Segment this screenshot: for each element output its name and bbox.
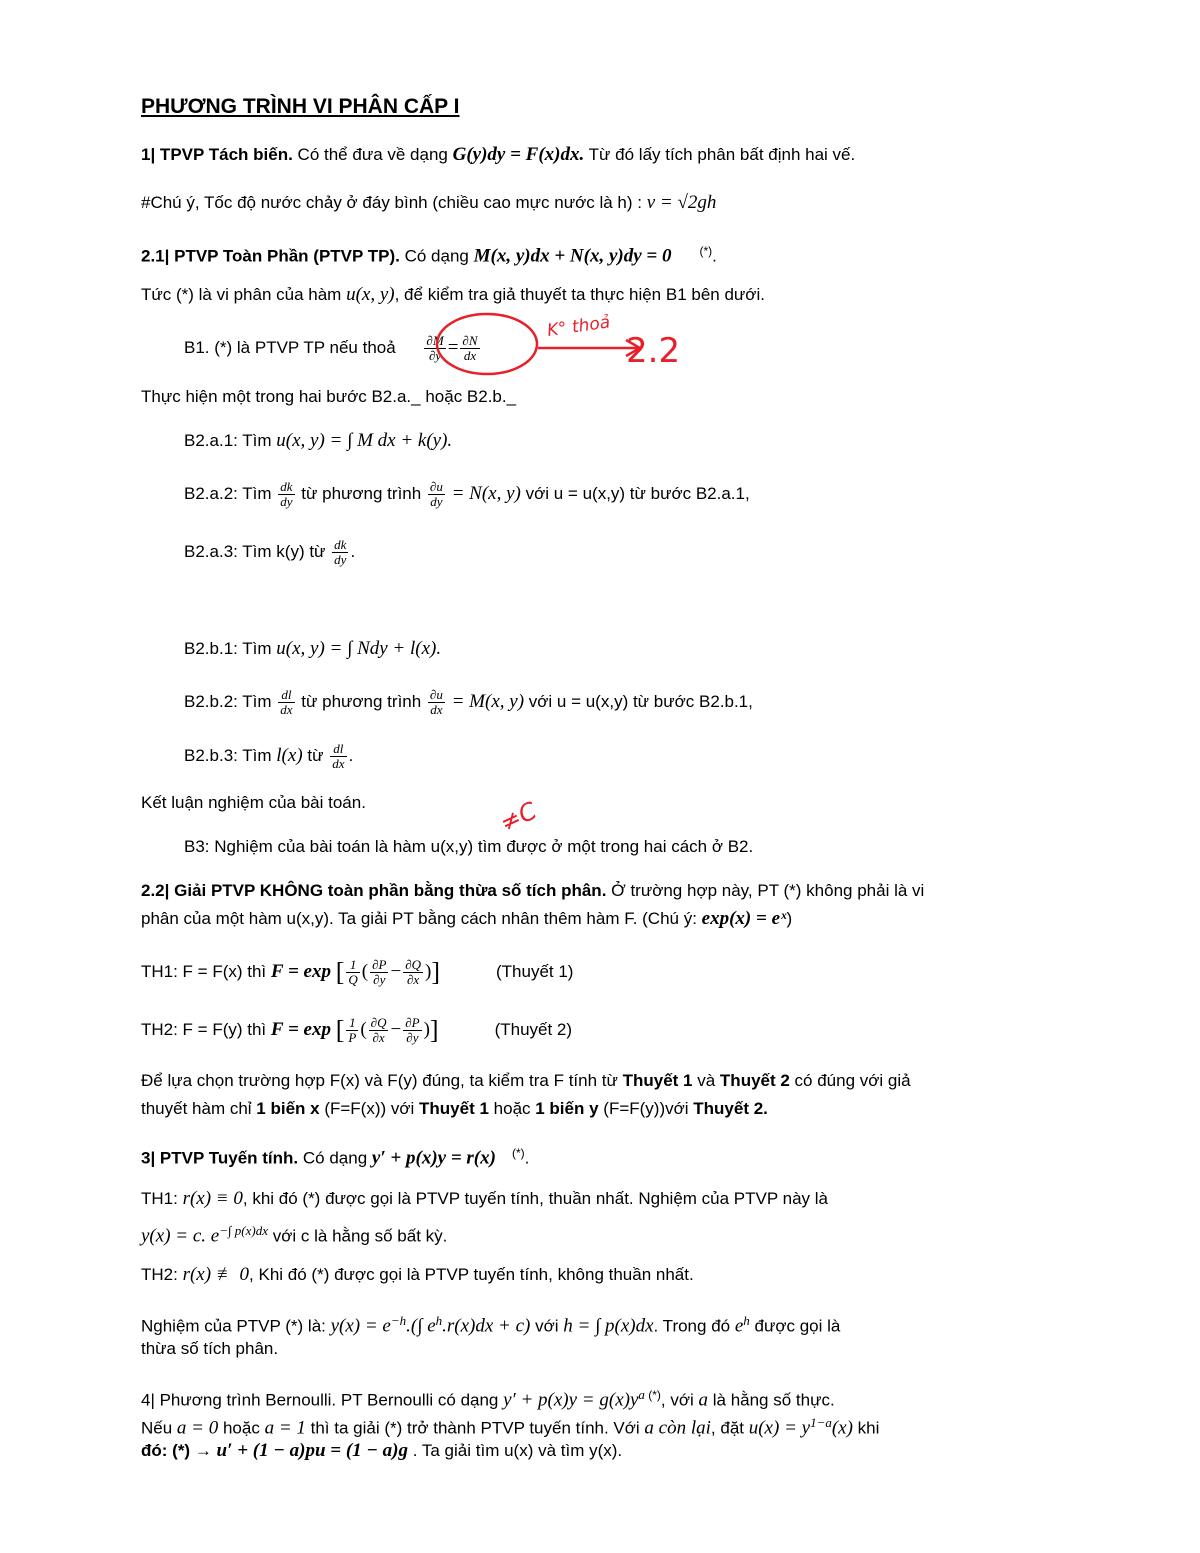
- equation: v = √2gh: [646, 192, 717, 213]
- frac-den: dy: [280, 494, 293, 509]
- ko-thoa-text: K° thoả: [545, 312, 612, 341]
- text: có đúng với giả: [789, 1071, 911, 1090]
- equation: exp(x) = eˣ: [701, 908, 787, 929]
- text: với u = u(x,y) từ bước B2.a.1,: [520, 483, 750, 503]
- ref-2-2-text: 2.2: [626, 331, 681, 371]
- text: Có thể đưa về dạng: [292, 145, 453, 164]
- text: (F=F(y))với: [598, 1099, 694, 1118]
- text: , Khi đó (*) được gọi là PTVP tuyến tính, không thuần nhất.: [249, 1265, 694, 1284]
- text: B2.b.1: Tìm: [184, 639, 277, 658]
- th1-line: TH1: F = F(x) thì F = exp [ $\frac{1}{Q}$ ( $\frac{\partial P}{\partial y}$ − $\frac{\partial Q}{\partial x}$ )] (Thuyết 1): [141, 957, 574, 987]
- frac-num: dk: [280, 479, 293, 494]
- text: .: [348, 745, 354, 765]
- frac-den: dx: [430, 702, 443, 717]
- text: , để kiểm tra giả thuyết ta thực hiện B1 bên dưới.: [394, 285, 765, 304]
- section-3-heading: 3| PTVP Tuyến tính.: [141, 1148, 299, 1168]
- b1-line: [184, 334, 482, 363]
- bold: Thuyết 1: [419, 1099, 489, 1118]
- section-2-2-line2: [141, 908, 792, 930]
- bracket-close: ]: [431, 957, 440, 987]
- text: B2.b.3: Tìm: [184, 745, 277, 765]
- b2b3-line: [184, 742, 353, 771]
- frac-num: 1: [346, 1016, 358, 1031]
- text: hoặc: [218, 1418, 265, 1438]
- b2a3-line: [184, 538, 355, 567]
- frac-num: dk: [334, 537, 347, 552]
- b2a2-line: [184, 480, 750, 509]
- section-3: [141, 1142, 529, 1170]
- equation: u(x, y): [346, 284, 395, 305]
- text: hoặc: [488, 1099, 536, 1118]
- text: Có dạng: [399, 246, 474, 266]
- frac-num: dl: [278, 688, 294, 703]
- text: , đặt: [710, 1418, 749, 1438]
- text: .: [524, 1148, 530, 1168]
- arrow-annotation: [538, 340, 640, 356]
- frac-den: ∂y: [406, 1030, 419, 1045]
- text: .: [350, 541, 356, 561]
- equation: y′ + p(x)y = r(x): [371, 1147, 496, 1169]
- text: TH2:: [141, 1265, 183, 1284]
- equation: a = 0: [176, 1417, 219, 1439]
- text: TH1: F = F(x) thì: [141, 961, 271, 981]
- b3-line: B3: Nghiệm của bài toán là hàm u(x,y) tìm được ở một trong hai cách ở B2.: [184, 837, 754, 856]
- text: Từ đó lấy tích phân bất định hai vế.: [584, 145, 856, 164]
- equation: a: [698, 1389, 709, 1411]
- ket-luan-line: Kết luận nghiệm của bài toán.: [141, 793, 366, 812]
- frac-num: ∂u: [429, 687, 443, 702]
- equation: = M(x, y): [446, 690, 525, 712]
- equation: F = exp: [270, 960, 331, 982]
- star-mark: (*): [511, 1146, 525, 1160]
- b2a1-line: [184, 430, 452, 452]
- text: 4| Phương trình Bernoulli. PT Bernoulli có dạng: [141, 1390, 504, 1410]
- section-4-line3: [141, 1440, 622, 1462]
- text: , khi đó (*) được gọi là PTVP tuyến tính, thuần nhất. Nghiệm của PTVP này là: [242, 1189, 828, 1208]
- frac-den: ∂x: [372, 1030, 385, 1045]
- equation: u(x, y) = ∫ Ndy + l(x).: [276, 638, 442, 659]
- equation: l(x): [276, 744, 303, 766]
- equation: (x): [831, 1417, 853, 1439]
- text: Nghiệm của PTVP (*) là:: [141, 1316, 331, 1336]
- thuyet-1-label: (Thuyết 1): [496, 961, 574, 981]
- equation: e: [734, 1315, 744, 1337]
- section-2-1: [141, 240, 717, 268]
- text: từ phương trình: [296, 691, 426, 711]
- text: Để lựa chọn trường hợp F(x) và F(y) đúng, ta kiểm tra F tính từ: [141, 1071, 623, 1090]
- equation: y(x) = e: [330, 1315, 391, 1337]
- frac-den: ∂y: [373, 972, 386, 987]
- frac-num: 1: [346, 958, 359, 973]
- text: thì ta giải (*) trở thành PTVP tuyến tính. Với: [305, 1418, 645, 1438]
- condition-eq: [422, 334, 481, 363]
- section-2-1-heading: 2.1| PTVP Toàn Phần (PTVP TP).: [141, 246, 400, 266]
- text: và: [692, 1071, 720, 1090]
- star-mark: (*): [699, 244, 713, 258]
- section-1: [141, 144, 855, 166]
- text: với u = u(x,y) từ bước B2.b.1,: [524, 691, 753, 711]
- frac-den: ∂x: [406, 972, 420, 987]
- equation: G(y)dy = F(x)dx.: [452, 144, 585, 165]
- de-lua-line2: [141, 1098, 768, 1120]
- text: .: [712, 246, 717, 266]
- frac-num: ∂N: [462, 333, 478, 348]
- frac-den: dy: [334, 552, 347, 567]
- equation: M(x, y)dx + N(x, y)dy = 0: [473, 245, 672, 267]
- text: , với: [660, 1390, 699, 1410]
- text: Ở trường hợp này, PT (*) không phải là vi: [606, 881, 925, 900]
- nghiem-line1: [141, 1310, 840, 1338]
- minus: −: [390, 1018, 402, 1040]
- text: B2.a.1: Tìm: [184, 431, 277, 450]
- exponent: h: [435, 1313, 443, 1328]
- frac-num: dl: [330, 742, 346, 757]
- bracket-open: [: [335, 957, 345, 987]
- frac-den: dx: [332, 756, 345, 771]
- section-4-line1: [141, 1384, 835, 1412]
- text: TH2: F = F(y) thì: [141, 1019, 271, 1039]
- frac-num: ∂P: [405, 1015, 420, 1030]
- frac-num: ∂Q: [405, 957, 421, 972]
- equals: =: [447, 336, 459, 358]
- th2-line: TH2: F = F(y) thì F = exp [ $\frac{1}{P}$ ( $\frac{\partial Q}{\partial x}$ − $\frac{\partial P}{\partial y}$ )] (Thuyết 2): [141, 1015, 573, 1045]
- text: Có dạng: [298, 1148, 372, 1168]
- text: ): [786, 909, 793, 928]
- exponent: 1−a: [810, 1415, 832, 1430]
- nghiem-line2: thừa số tích phân.: [141, 1339, 279, 1358]
- equation: = N(x, y): [446, 482, 521, 504]
- frac-num: ∂u: [429, 479, 443, 494]
- text: là hằng số thực.: [708, 1390, 835, 1410]
- bracket-close: ]: [429, 1015, 439, 1045]
- text: Nếu: [141, 1418, 177, 1438]
- equation: r(x) ≡ 0: [182, 1188, 243, 1209]
- bold: 1 biến y: [535, 1099, 599, 1118]
- text: từ: [302, 745, 329, 765]
- equation: y(x) = c. e: [141, 1225, 220, 1247]
- s3-th1-line2: [141, 1220, 447, 1248]
- frac-den: dx: [280, 702, 293, 717]
- text: B2.a.3: Tìm k(y) từ: [184, 541, 331, 561]
- text: Tức (*) là vi phân của hàm: [141, 285, 347, 304]
- text: . Trong đó: [653, 1316, 735, 1336]
- exponent: a: [638, 1387, 645, 1402]
- text: với c là hằng số bất kỳ.: [268, 1226, 448, 1246]
- frac-num: ∂P: [372, 957, 387, 972]
- s3-th2-line: [141, 1264, 694, 1286]
- text: B2.b.2: Tìm: [184, 691, 277, 711]
- equation: u(x) = y: [748, 1417, 811, 1439]
- equation: .(∫ e: [406, 1315, 436, 1337]
- bold: Thuyết 2.: [693, 1099, 768, 1118]
- text: (F=F(x)) với: [319, 1099, 420, 1118]
- bold: đó: (*) →: [141, 1441, 217, 1460]
- equation: y′ + p(x)y = g(x)y: [503, 1389, 639, 1411]
- thuyet-2-label: (Thuyết 2): [494, 1019, 573, 1039]
- text: . Ta giải tìm u(x) và tìm y(x).: [408, 1441, 623, 1460]
- exponent: −∫ p(x)dx: [219, 1223, 269, 1238]
- text: được gọi là: [749, 1316, 841, 1336]
- text: B1. (*) là PTVP TP nếu thoả: [184, 337, 396, 357]
- de-lua-line1: [141, 1070, 911, 1092]
- equation: r(x) ≢ 0: [182, 1264, 250, 1285]
- b2b1-line: [184, 638, 441, 660]
- frac-den: ∂y: [428, 348, 442, 363]
- text: B2.a.2: Tìm: [184, 483, 277, 503]
- equation: a còn lại: [644, 1417, 711, 1439]
- section-4-line2: [141, 1412, 879, 1440]
- text: phân của một hàm u(x,y). Ta giải PT bằng cách nhân thêm hàm F. (Chú ý:: [141, 909, 702, 928]
- star-mark: (*): [644, 1388, 661, 1402]
- text: với: [530, 1316, 564, 1336]
- minus: −: [390, 960, 402, 982]
- text: TH1:: [141, 1189, 183, 1208]
- b2b2-line: [184, 688, 753, 717]
- note-line: [141, 192, 716, 214]
- section-1-heading: 1| TPVP Tách biến.: [141, 145, 293, 164]
- equation: .r(x)dx + c): [442, 1315, 531, 1337]
- bold: 1 biến x: [256, 1099, 320, 1118]
- text: từ phương trình: [296, 483, 426, 503]
- frac-den: dx: [463, 348, 477, 363]
- frac-den: P: [348, 1030, 357, 1045]
- equation: F = exp: [270, 1018, 331, 1040]
- frac-num: ∂Q: [370, 1015, 387, 1030]
- page-title: PHƯƠNG TRÌNH VI PHÂN CẤP I: [141, 95, 460, 118]
- thuc-hien-line: Thực hiện một trong hai bước B2.a._ hoặc B2.b._: [141, 387, 517, 406]
- frac-den: Q: [348, 972, 358, 987]
- equation: a = 1: [264, 1417, 306, 1439]
- frac-num: ∂M: [426, 333, 444, 348]
- text: khi: [852, 1418, 880, 1438]
- neq-c-text: ≠C: [495, 796, 541, 838]
- bold: Thuyết 1: [622, 1071, 693, 1090]
- text: thuyết hàm chỉ: [141, 1099, 257, 1118]
- s3-th1-line1: [141, 1188, 828, 1210]
- section-2-2: [141, 880, 924, 902]
- equation: u(x, y) = ∫ M dx + k(y).: [276, 430, 453, 451]
- bracket-open: [: [335, 1015, 345, 1045]
- equation: h = ∫ p(x)dx: [563, 1315, 654, 1337]
- tuc-line: [141, 284, 765, 306]
- section-2-2-heading: 2.2| Giải PTVP KHÔNG toàn phần bằng thừa số tích phân.: [141, 881, 607, 900]
- frac-den: dy: [430, 494, 443, 509]
- text: #Chú ý, Tốc độ nước chảy ở đáy bình (chiều cao mực nước là h) :: [141, 193, 647, 212]
- bold: Thuyết 2: [719, 1071, 790, 1090]
- exponent: h: [743, 1313, 750, 1328]
- exponent: −h: [390, 1313, 407, 1328]
- equation: u′ + (1 − a)pu = (1 − a)g: [216, 1440, 409, 1461]
